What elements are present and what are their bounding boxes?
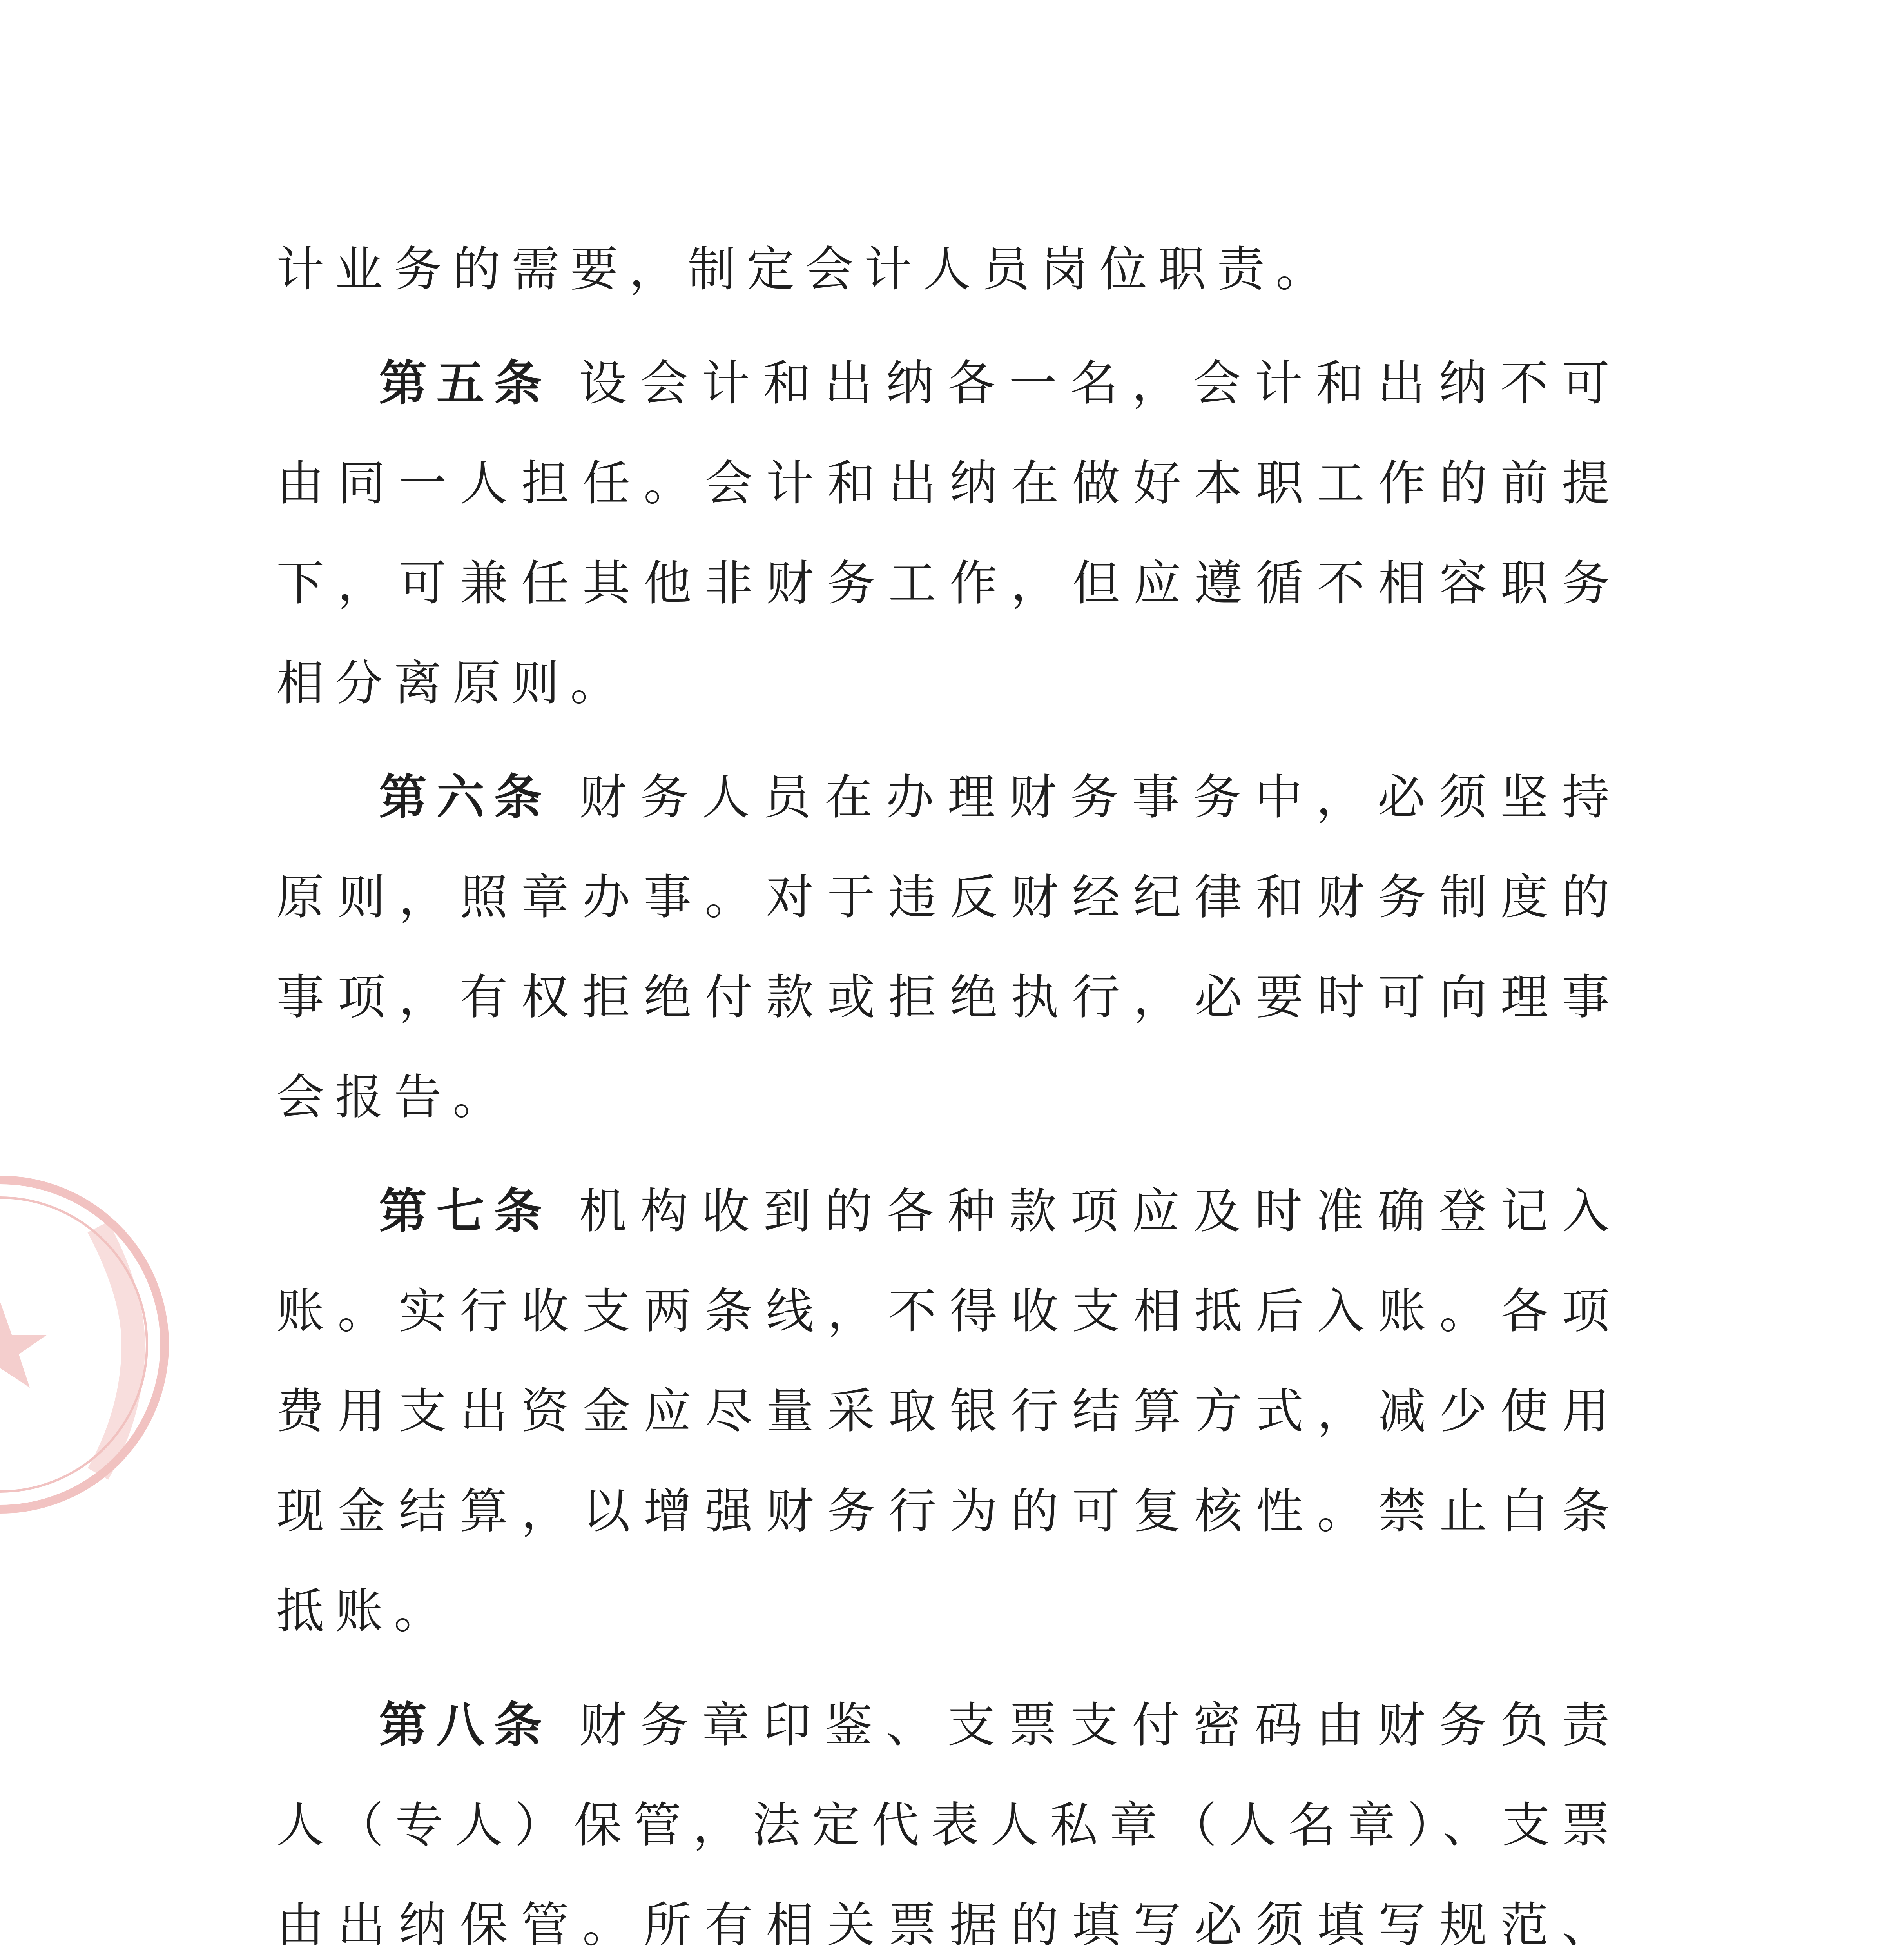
article-7 (276, 1161, 1621, 1661)
article-heading: 第五条 (379, 356, 552, 411)
article-6 (276, 748, 1621, 1147)
document-body (276, 220, 1621, 1960)
article-text: 设会计和出纳各一名，会计和出纳不可由同一人担任。会计和出纳在做好本职工作的前提下，可兼任其他非财务工作，但应遵循不相容职务相分离原则。 (276, 356, 1621, 711)
article-text: 机构收到的各种款项应及时准确登记入账。实行收支两条线，不得收支相抵后入账。各项费用支出资金应尽量采取银行结算方式，减少使用现金结算，以增强财务行为的可复核性。禁止白条抵账。 (276, 1183, 1621, 1639)
article-8 (276, 1675, 1621, 1960)
article-heading: 第八条 (379, 1697, 552, 1753)
article-5 (276, 334, 1621, 733)
paragraph-continuation (276, 220, 1621, 319)
article-text: 财务章印鉴、支票支付密码由财务负责人（专人）保管，法定代表人私章（人名章）、支票由出纳保管。所有相关票据的填写必须填写规范、 (276, 1697, 1621, 1953)
seal-stamp-icon (0, 1137, 172, 1552)
article-text: 财务人员在办理财务事务中，必须坚持原则，照章办事。对于违反财经纪律和财务制度的事项，有权拒绝付款或拒绝执行，必要时可向理事会报告。 (276, 769, 1621, 1125)
paragraph-text: 计业务的需要，制定会计人员岗位职责。 (276, 241, 1334, 297)
article-heading: 第七条 (379, 1183, 552, 1239)
article-heading: 第六条 (379, 769, 552, 825)
